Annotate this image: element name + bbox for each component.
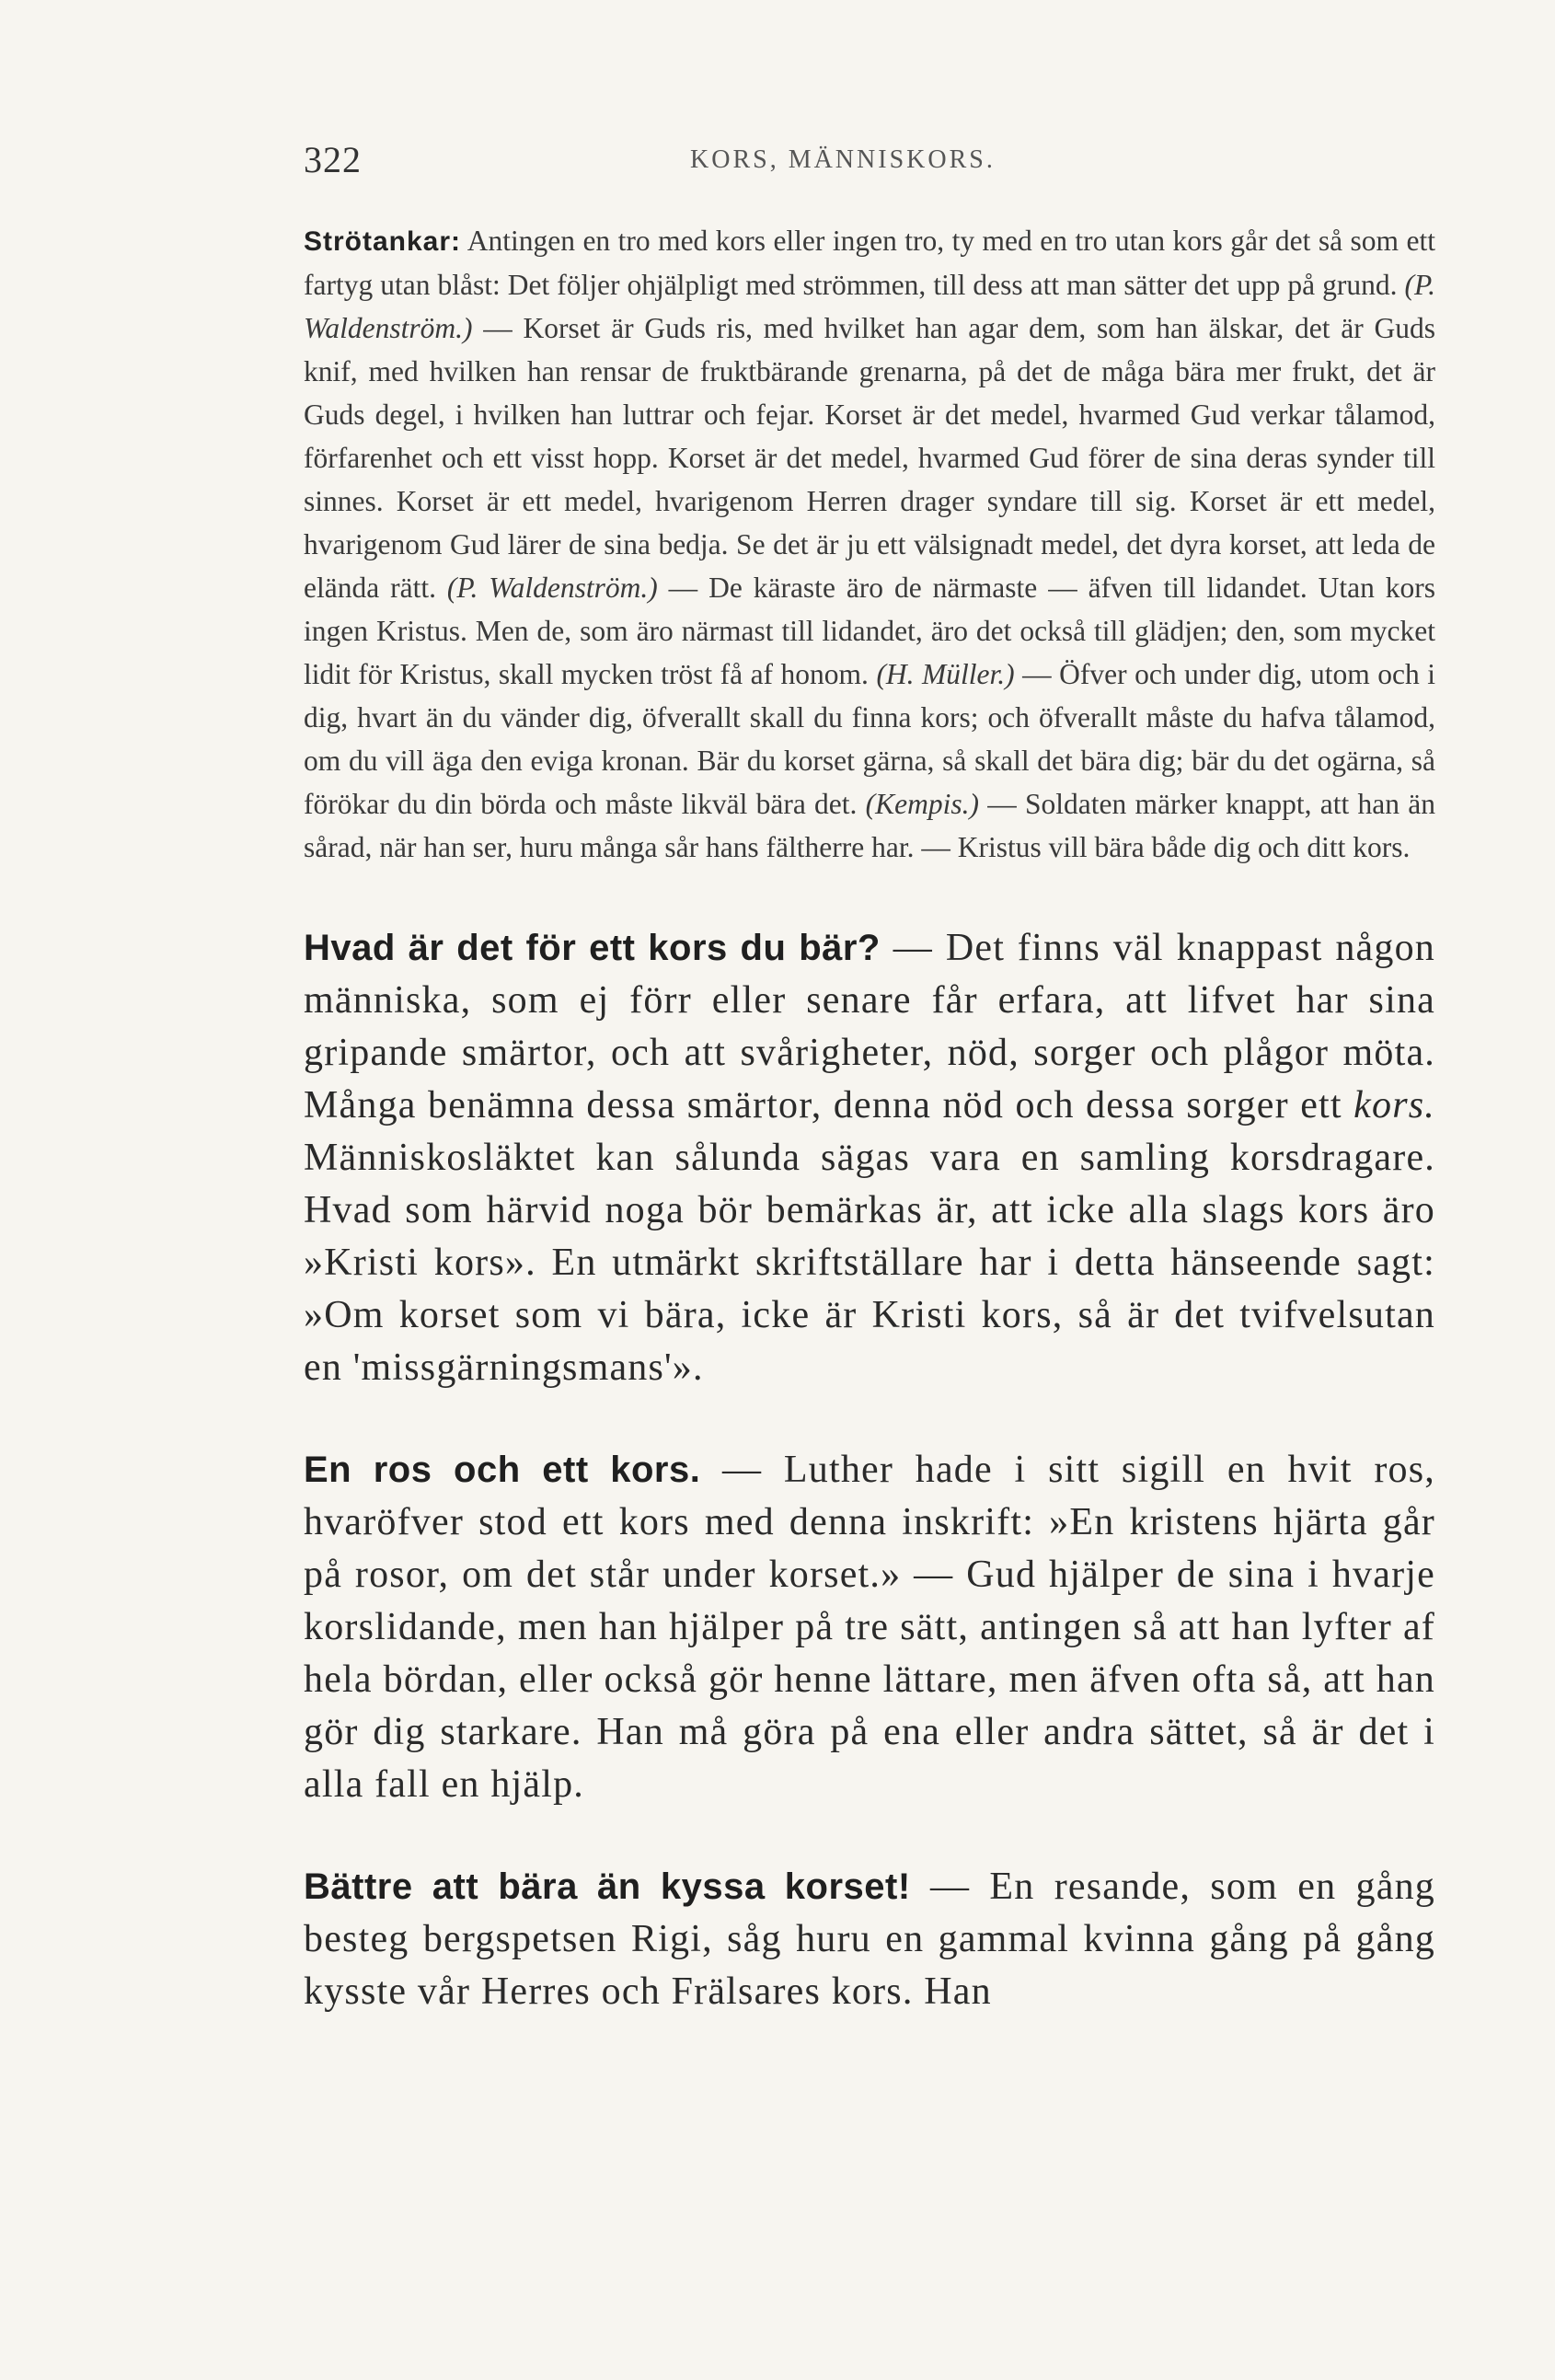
section-rose-paragraph xyxy=(304,1444,1435,1811)
section-cross-italic-kors: kors. xyxy=(1353,1084,1435,1126)
strotankar-text-3: — De käraste äro de närmaste — äfven till lidandet. Utan kors ingen Kristus. Men de, som äro närmast till lidandet, äro det också till glädjen; den, som mycket lidit för Kristus, skall mycken tröst få af honom. xyxy=(304,572,1435,690)
strotankar-text-2: — Korset är Guds ris, med hvilket han agar dem, som han älskar, det är Guds knif, med hvilken han rensar de fruktbärande grenarna, på det de måga bära mer frukt, det är Guds degel, i hvilken han luttrar och fejar. Korset är det medel, hvarmed Gud verkar tålamod, förfarenhet och ett visst hopp. Korset är det medel, hvarmed Gud förer de sina deras synder till sinnes. Korset är ett medel, hvarigenom Herren drager syndare till sig. Korset är ett medel, hvarigenom Gud lärer de sina bedja. Se det är ju ett välsignadt medel, det dyra korset, att leda de elända rätt. xyxy=(304,312,1435,604)
citation-kempis: (Kempis.) xyxy=(865,788,980,820)
section-kiss-text: — En resande, som en gång besteg bergspetsen Rigi, såg huru en gammal kvinna gång på gång kysste vår Herres och Frälsares kors. Han xyxy=(304,1866,1435,2013)
section-rose-heading: En ros och ett kors. xyxy=(304,1450,701,1490)
strotankar-text-1: Antingen en tro med kors eller ingen tro, ty med en tro utan kors går det så som ett fartyg utan blåst: Det följer ohjälpligt med strömmen, till dess att man sätter det upp på grund. xyxy=(304,225,1435,301)
strotankar-text-5: — Soldaten märker knappt, att han än sårad, när han ser, huru många sår hans fältherre har. — Kristus vill bära både dig och ditt kors. xyxy=(304,788,1436,863)
citation-muller: (H. Müller.) xyxy=(876,658,1015,690)
section-cross-text-2: Människosläktet kan sålunda sägas vara en samling korsdragare. Hvad som härvid noga bör bemärkas är, att icke alla slags kors äro »Kristi kors». En utmärkt skriftställare har i detta hänseende sagt: »Om korset som vi bära, icke är Kristi kors, så är det tvifvelsutan en 'missgärningsmans'». xyxy=(304,1137,1435,1389)
running-title: KORS, MÄNNISKORS. xyxy=(690,145,996,174)
section-kiss-heading: Bättre att bära än kyssa korset! xyxy=(304,1866,911,1907)
section-cross-paragraph xyxy=(304,922,1435,1394)
section-cross-text-1: — Det finns väl knappast någon människa, som ej förr eller senare får erfara, att lifvet har sina gripande smärtor, och att svårigheter, nöd, sorger och plågor möta. Många benämna dessa smärtor, denna nöd och dessa sorger ett xyxy=(304,927,1435,1126)
running-header xyxy=(304,138,1435,193)
strotankar-paragraph xyxy=(304,219,1435,869)
section-kiss-paragraph xyxy=(304,1861,1435,2018)
section-cross-heading: Hvad är det för ett kors du bär? xyxy=(304,928,881,968)
page-number: 322 xyxy=(304,139,362,180)
strotankar-lead: Strötankar: xyxy=(304,226,462,257)
strotankar-text-4: — Öfver och under dig, utom och i dig, hvart än du vänder dig, öfverallt skall du finna kors; och öfverallt måste du hafva tålamod, om du vill äga den eviga kronan. Bär du korset gärna, så skall det bära dig; bär du det ogärna, så förökar du din börda och måste likväl bära det. xyxy=(304,658,1435,820)
book-page xyxy=(304,138,1435,2057)
section-rose-text: — Luther hade i sitt sigill en hvit ros, hvaröfver stod ett kors med denna inskrift: »En kristens hjärta går på rosor, om det står under korset.» — Gud hjälper de sina i hvarje korslidande, men han hjälper på tre sätt, antingen så att han lyfter af hela bördan, eller också gör henne lättare, men äfven ofta så, att han gör dig starkare. Han må göra på ena eller andra sättet, så är det i alla fall en hjälp. xyxy=(304,1449,1435,1806)
citation-waldenstrom-2: (P. Waldenström.) xyxy=(446,572,658,604)
citation-waldenstrom-1: (P. Waldenström.) xyxy=(304,269,1435,344)
